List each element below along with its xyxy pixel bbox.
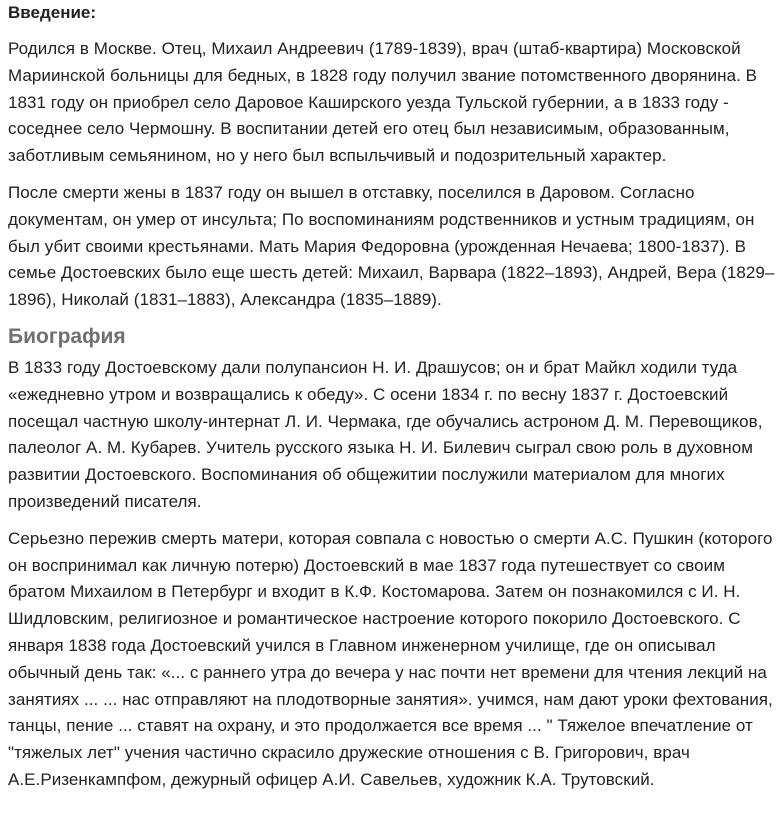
biography-paragraph-1: В 1833 году Достоевскому дали полупансион Н. И. Драшусов; он и брат Майкл ходили туда «ежедневно утром и возвращались к обеду». С осени 1834 г. по весну 1837 г. Достоевский посещал частную школу-интернат Л. И. Чермака, где обучались астроном Д. М. Перевощиков, палеолог А. М. Кубарев. Учитель русского языка Н. И. Билевич сыграл свою роль в духовном развитии Достоевского. Воспоминания об общежитии послужили материалом для многих произведений писателя. [8, 357, 763, 511]
intro-heading: Введение: [8, 3, 97, 22]
biography-paragraph-2: Серьезно пережив смерть матери, которая совпала с новостью о смерти А.С. Пушкин (которого он воспринимал как личную потерю) Достоевский в мае 1837 года путешествует со своим братом Михаилом в Петербург и входит в К.Ф. Костомарова. Затем он познакомился с И. Н. Шидловским, религиозное и романтическое настроение которого покорило Достоевского. С января 1838 года Достоевский учился в Главном инженерном училище, где он описывал обычный день так: «... с раннего утра до вечера у нас почти нет времени для чтения лекций на занятиях ... ... нас отправляют на плодотворные занятия». учимся, нам дают уроки фехтования, танцы, пение ... ставят на охрану, и это продолжается все время ... " Тяжелое впечатление от "тяжелых лет" учения частично скрасило дружеские отношения с В. Григорович, врач А.Е.Ризенкампфом, дежурный офицер А.И. Савельев, художник К.А. Трутовский. [8, 528, 773, 789]
intro-paragraph-1: Родился в Москве. Отец, Михаил Андреевич (1789-1839), врач (штаб-квартира) Московской Мариинской больницы для бедных, в 1828 году получил звание потомственного дворянина. В 1831 году он приобрел село Даровое Каширского уезда Тульской губернии, а в 1833 году - соседнее село Чермошну. В воспитании детей его отец был независимым, образованным, заботливым семьянином, но у него был вспыльчивый и подозрительный характер. [8, 39, 758, 166]
intro-paragraph-2: После смерти жены в 1837 году он вышел в отставку, поселился в Даровом. Согласно документам, он умер от инсульта; По воспоминаниям родственников и устным традициям, он был убит своими крестьянами. Мать Мария Федоровна (урожденная Нечаева; 1800-1837). В семье Достоевских было еще шесть детей: Михаил, Варвара (1822–1893), Андрей, Вера (1829–1896), Николай (1831–1883), Александра (1835–1889). [8, 182, 775, 310]
biography-heading: Биография [8, 324, 126, 348]
